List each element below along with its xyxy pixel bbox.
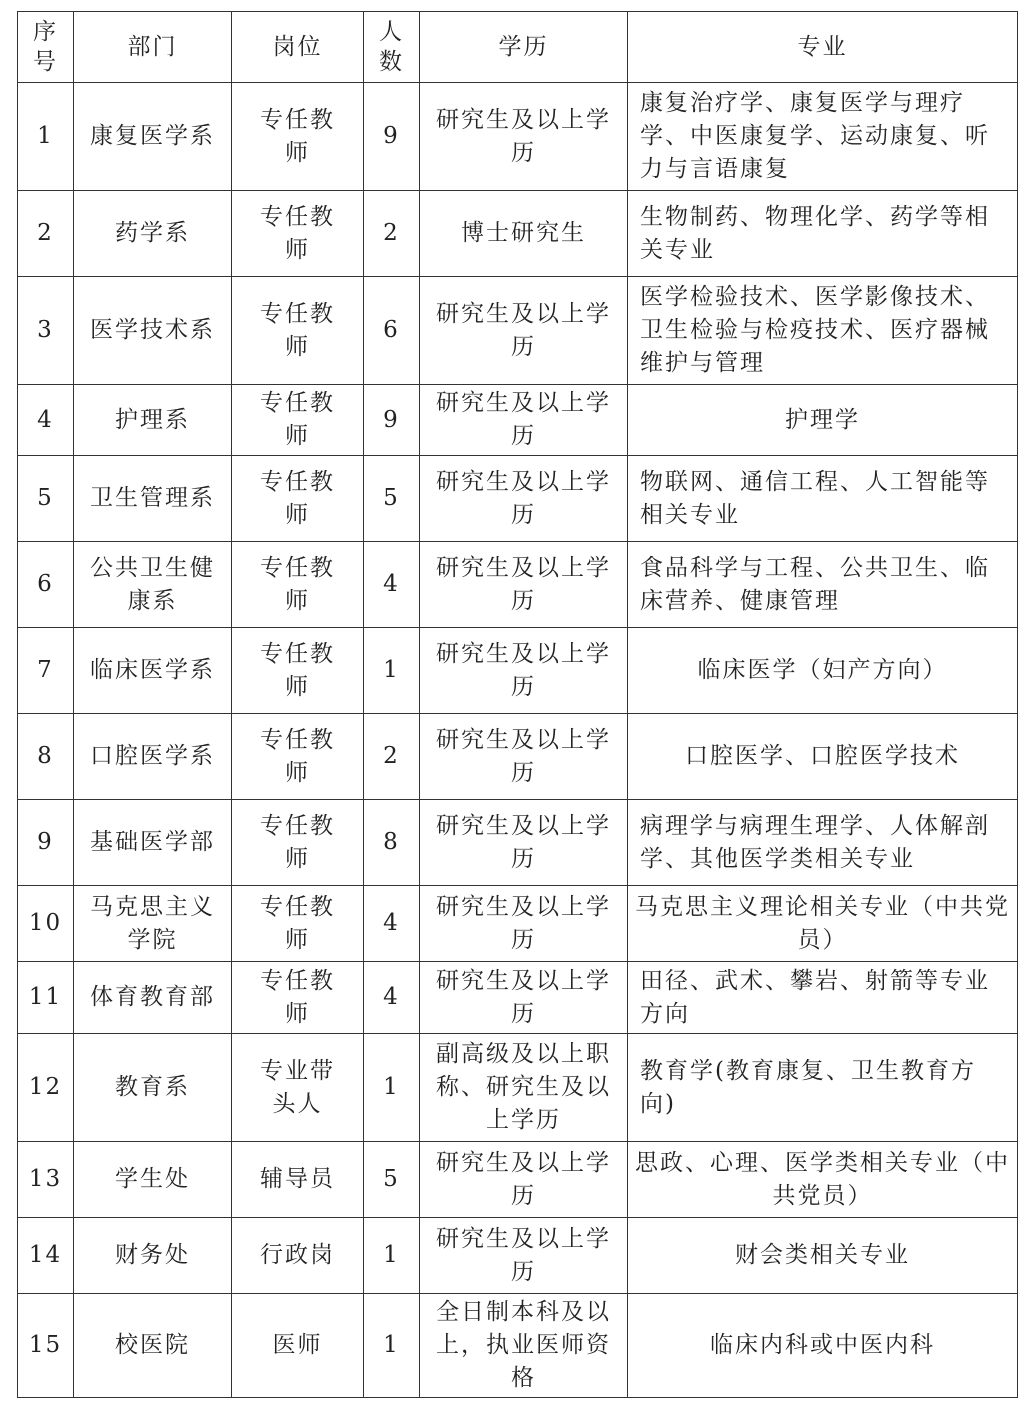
- cell-position: 辅导员: [232, 1142, 364, 1218]
- cell-no: 13: [18, 1142, 74, 1218]
- table-body: [18, 83, 1018, 1398]
- cell-dept: 基础医学部: [74, 800, 232, 886]
- cell-no: 10: [18, 886, 74, 962]
- table-row: [18, 277, 1018, 385]
- cell-major: 物联网、通信工程、人工智能等相关专业: [628, 456, 1018, 542]
- table-row: [18, 1218, 1018, 1294]
- cell-count: 9: [364, 385, 420, 456]
- cell-major: 临床内科或中医内科: [628, 1294, 1018, 1398]
- cell-no: 6: [18, 542, 74, 628]
- cell-no: 15: [18, 1294, 74, 1398]
- cell-count: 5: [364, 1142, 420, 1218]
- cell-education: 研究生及以上学历: [420, 542, 628, 628]
- cell-major: 康复治疗学、康复医学与理疗学、中医康复学、运动康复、听力与言语康复: [628, 83, 1018, 191]
- cell-major: 教育学(教育康复、卫生教育方向): [628, 1034, 1018, 1142]
- cell-major: 食品科学与工程、公共卫生、临床营养、健康管理: [628, 542, 1018, 628]
- cell-count: 6: [364, 277, 420, 385]
- table-row: [18, 83, 1018, 191]
- cell-position: 专任教师: [232, 962, 364, 1034]
- table-row: [18, 886, 1018, 962]
- cell-major: 护理学: [628, 385, 1018, 456]
- cell-no: 5: [18, 456, 74, 542]
- cell-count: 9: [364, 83, 420, 191]
- cell-dept: 马克思主义学院: [74, 886, 232, 962]
- cell-major: 病理学与病理生理学、人体解剖学、其他医学类相关专业: [628, 800, 1018, 886]
- cell-count: 1: [364, 628, 420, 714]
- table-row: [18, 800, 1018, 886]
- table-row: [18, 542, 1018, 628]
- cell-count: 1: [364, 1034, 420, 1142]
- cell-no: 4: [18, 385, 74, 456]
- cell-education: 研究生及以上学历: [420, 456, 628, 542]
- cell-no: 9: [18, 800, 74, 886]
- cell-count: 1: [364, 1218, 420, 1294]
- cell-education: 研究生及以上学历: [420, 886, 628, 962]
- cell-no: 3: [18, 277, 74, 385]
- cell-position: 专任教师: [232, 83, 364, 191]
- cell-major: 生物制药、物理化学、药学等相关专业: [628, 191, 1018, 277]
- cell-education: 副高级及以上职称、研究生及以上学历: [420, 1034, 628, 1142]
- cell-dept: 公共卫生健康系: [74, 542, 232, 628]
- header-count: 人数: [364, 12, 420, 83]
- table-row: [18, 628, 1018, 714]
- cell-education: 研究生及以上学历: [420, 1142, 628, 1218]
- cell-major: 马克思主义理论相关专业（中共党员）: [628, 886, 1018, 962]
- cell-count: 5: [364, 456, 420, 542]
- cell-position: 专任教师: [232, 385, 364, 456]
- cell-education: 研究生及以上学历: [420, 83, 628, 191]
- cell-position: 专任教师: [232, 542, 364, 628]
- cell-position: 行政岗: [232, 1218, 364, 1294]
- cell-dept: 口腔医学系: [74, 714, 232, 800]
- cell-no: 11: [18, 962, 74, 1034]
- cell-count: 8: [364, 800, 420, 886]
- cell-position: 专任教师: [232, 800, 364, 886]
- cell-position: 专任教师: [232, 628, 364, 714]
- table-row: [18, 1142, 1018, 1218]
- cell-no: 1: [18, 83, 74, 191]
- cell-count: 2: [364, 191, 420, 277]
- cell-no: 7: [18, 628, 74, 714]
- table-row: [18, 456, 1018, 542]
- cell-education: 研究生及以上学历: [420, 1218, 628, 1294]
- cell-position: 专任教师: [232, 277, 364, 385]
- cell-dept: 学生处: [74, 1142, 232, 1218]
- cell-count: 1: [364, 1294, 420, 1398]
- header-row: [18, 12, 1018, 83]
- table-row: [18, 1294, 1018, 1398]
- cell-major: 临床医学（妇产方向）: [628, 628, 1018, 714]
- cell-dept: 护理系: [74, 385, 232, 456]
- cell-education: 全日制本科及以上，执业医师资格: [420, 1294, 628, 1398]
- cell-education: 研究生及以上学历: [420, 277, 628, 385]
- cell-count: 4: [364, 886, 420, 962]
- cell-dept: 体育教育部: [74, 962, 232, 1034]
- cell-no: 14: [18, 1218, 74, 1294]
- cell-no: 8: [18, 714, 74, 800]
- table-row: [18, 714, 1018, 800]
- cell-count: 2: [364, 714, 420, 800]
- table-row: [18, 962, 1018, 1034]
- table-row: [18, 1034, 1018, 1142]
- table-row: [18, 191, 1018, 277]
- cell-major: 口腔医学、口腔医学技术: [628, 714, 1018, 800]
- cell-dept: 校医院: [74, 1294, 232, 1398]
- cell-position: 专任教师: [232, 714, 364, 800]
- cell-count: 4: [364, 962, 420, 1034]
- cell-position: 专任教师: [232, 886, 364, 962]
- cell-education: 研究生及以上学历: [420, 385, 628, 456]
- cell-dept: 临床医学系: [74, 628, 232, 714]
- recruitment-table-container: [17, 11, 1018, 1398]
- cell-no: 12: [18, 1034, 74, 1142]
- cell-position: 专业带头人: [232, 1034, 364, 1142]
- table-row: [18, 385, 1018, 456]
- cell-position: 专任教师: [232, 456, 364, 542]
- cell-count: 4: [364, 542, 420, 628]
- cell-education: 研究生及以上学历: [420, 962, 628, 1034]
- cell-major: 田径、武术、攀岩、射箭等专业方向: [628, 962, 1018, 1034]
- cell-dept: 卫生管理系: [74, 456, 232, 542]
- header-no: 序号: [18, 12, 74, 83]
- recruitment-table: [17, 11, 1018, 1398]
- header-education: 学历: [420, 12, 628, 83]
- cell-dept: 康复医学系: [74, 83, 232, 191]
- cell-position: 医师: [232, 1294, 364, 1398]
- cell-education: 研究生及以上学历: [420, 628, 628, 714]
- cell-dept: 教育系: [74, 1034, 232, 1142]
- cell-dept: 财务处: [74, 1218, 232, 1294]
- cell-major: 医学检验技术、医学影像技术、卫生检验与检疫技术、医疗器械维护与管理: [628, 277, 1018, 385]
- cell-education: 研究生及以上学历: [420, 714, 628, 800]
- header-position: 岗位: [232, 12, 364, 83]
- cell-dept: 医学技术系: [74, 277, 232, 385]
- cell-education: 研究生及以上学历: [420, 800, 628, 886]
- header-major: 专业: [628, 12, 1018, 83]
- header-dept: 部门: [74, 12, 232, 83]
- cell-dept: 药学系: [74, 191, 232, 277]
- cell-education: 博士研究生: [420, 191, 628, 277]
- cell-no: 2: [18, 191, 74, 277]
- cell-major: 思政、心理、医学类相关专业（中共党员）: [628, 1142, 1018, 1218]
- cell-position: 专任教师: [232, 191, 364, 277]
- cell-major: 财会类相关专业: [628, 1218, 1018, 1294]
